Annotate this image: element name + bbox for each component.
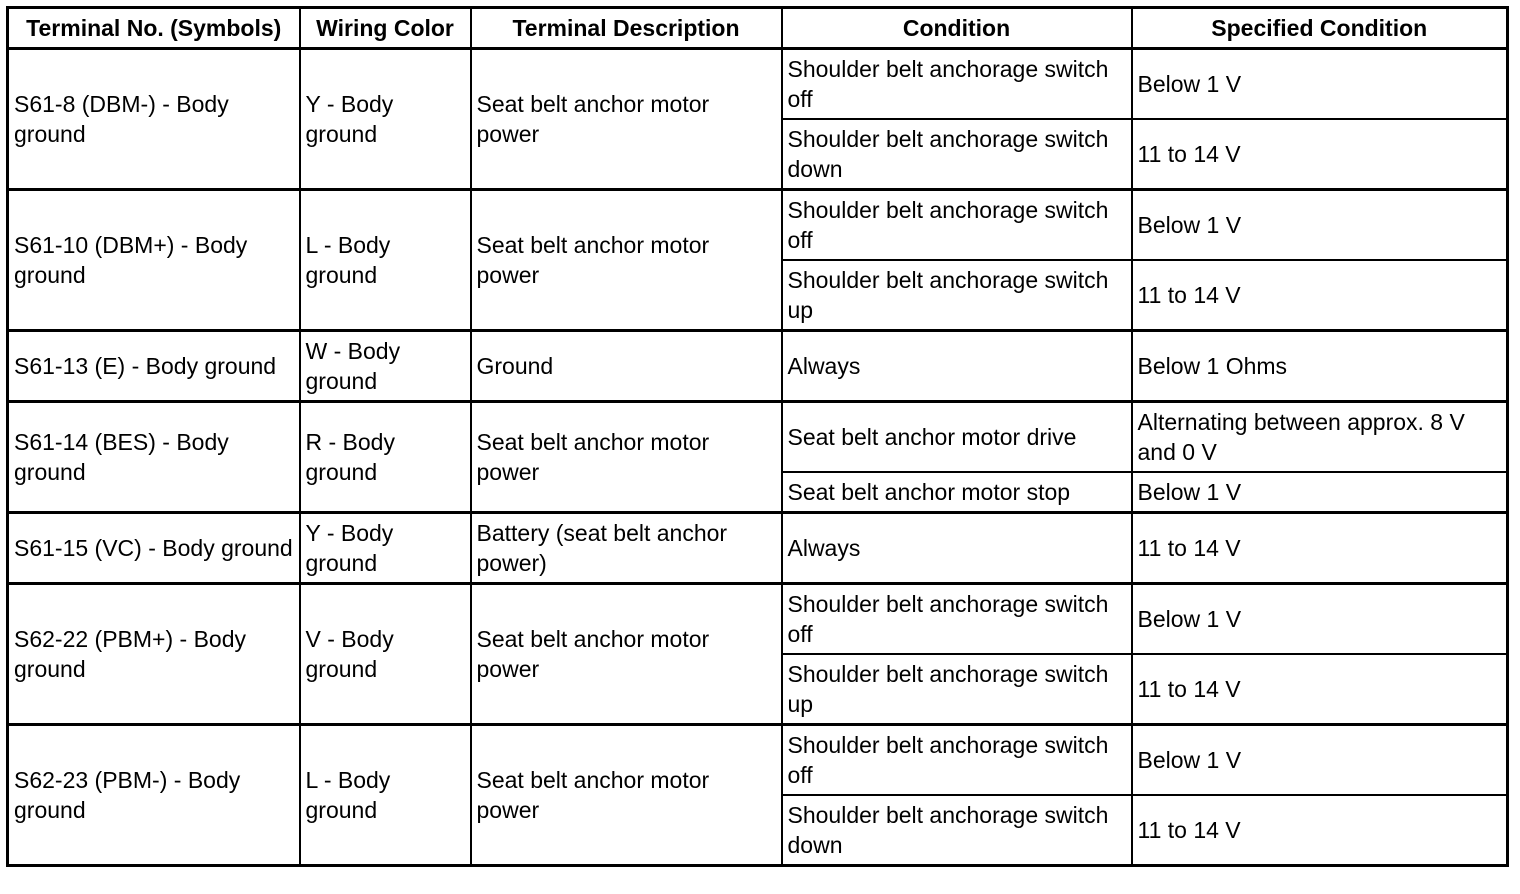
specified-condition-cell: Alternating between approx. 8 V and 0 V xyxy=(1132,402,1508,473)
condition-cell: Shoulder belt anchorage switch up xyxy=(782,654,1132,725)
wiring-color-cell: L - Body ground xyxy=(300,190,471,331)
terminal-cell: S61-8 (DBM-) - Body ground xyxy=(8,49,300,190)
description-cell: Seat belt anchor motor power xyxy=(471,190,782,331)
specified-condition-cell: Below 1 V xyxy=(1132,49,1508,120)
description-cell: Seat belt anchor motor power xyxy=(471,49,782,190)
header-wiring-color: Wiring Color xyxy=(300,8,471,49)
terminal-cell: S62-23 (PBM-) - Body ground xyxy=(8,725,300,866)
description-cell: Seat belt anchor motor power xyxy=(471,725,782,866)
table-row xyxy=(8,584,1508,655)
condition-cell: Seat belt anchor motor stop xyxy=(782,472,1132,513)
terminal-cell: S61-13 (E) - Body ground xyxy=(8,331,300,402)
description-cell: Battery (seat belt anchor power) xyxy=(471,513,782,584)
terminal-cell: S62-22 (PBM+) - Body ground xyxy=(8,584,300,725)
table-row xyxy=(8,513,1508,584)
condition-cell: Shoulder belt anchorage switch down xyxy=(782,795,1132,866)
table-row xyxy=(8,402,1508,473)
header-terminal: Terminal No. (Symbols) xyxy=(8,8,300,49)
condition-cell: Shoulder belt anchorage switch up xyxy=(782,260,1132,331)
specified-condition-cell: Below 1 Ohms xyxy=(1132,331,1508,402)
description-cell: Seat belt anchor motor power xyxy=(471,584,782,725)
specified-condition-cell: 11 to 14 V xyxy=(1132,119,1508,190)
table-header xyxy=(8,8,1508,49)
terminal-cell: S61-10 (DBM+) - Body ground xyxy=(8,190,300,331)
specified-condition-cell: 11 to 14 V xyxy=(1132,795,1508,866)
terminal-cell: S61-14 (BES) - Body ground xyxy=(8,402,300,513)
specified-condition-cell: Below 1 V xyxy=(1132,190,1508,261)
header-terminal-description: Terminal Description xyxy=(471,8,782,49)
terminal-inspection-table xyxy=(6,6,1509,867)
wiring-color-cell: V - Body ground xyxy=(300,584,471,725)
specified-condition-cell: Below 1 V xyxy=(1132,472,1508,513)
specified-condition-cell: 11 to 14 V xyxy=(1132,260,1508,331)
header-condition: Condition xyxy=(782,8,1132,49)
specified-condition-cell: Below 1 V xyxy=(1132,725,1508,796)
terminal-cell: S61-15 (VC) - Body ground xyxy=(8,513,300,584)
condition-cell: Shoulder belt anchorage switch down xyxy=(782,119,1132,190)
table-row xyxy=(8,725,1508,796)
condition-cell: Shoulder belt anchorage switch off xyxy=(782,190,1132,261)
specified-condition-cell: 11 to 14 V xyxy=(1132,513,1508,584)
table-row xyxy=(8,49,1508,120)
condition-cell: Always xyxy=(782,331,1132,402)
description-cell: Ground xyxy=(471,331,782,402)
specified-condition-cell: Below 1 V xyxy=(1132,584,1508,655)
specified-condition-cell: 11 to 14 V xyxy=(1132,654,1508,725)
wiring-color-cell: Y - Body ground xyxy=(300,49,471,190)
wiring-color-cell: W - Body ground xyxy=(300,331,471,402)
condition-cell: Always xyxy=(782,513,1132,584)
wiring-color-cell: L - Body ground xyxy=(300,725,471,866)
wiring-color-cell: Y - Body ground xyxy=(300,513,471,584)
table-row xyxy=(8,331,1508,402)
header-row xyxy=(8,8,1508,49)
condition-cell: Shoulder belt anchorage switch off xyxy=(782,49,1132,120)
wiring-color-cell: R - Body ground xyxy=(300,402,471,513)
condition-cell: Shoulder belt anchorage switch off xyxy=(782,584,1132,655)
condition-cell: Shoulder belt anchorage switch off xyxy=(782,725,1132,796)
description-cell: Seat belt anchor motor power xyxy=(471,402,782,513)
condition-cell: Seat belt anchor motor drive xyxy=(782,402,1132,473)
table-row xyxy=(8,190,1508,261)
header-specified-condition: Specified Condition xyxy=(1132,8,1508,49)
table-body xyxy=(8,49,1508,866)
